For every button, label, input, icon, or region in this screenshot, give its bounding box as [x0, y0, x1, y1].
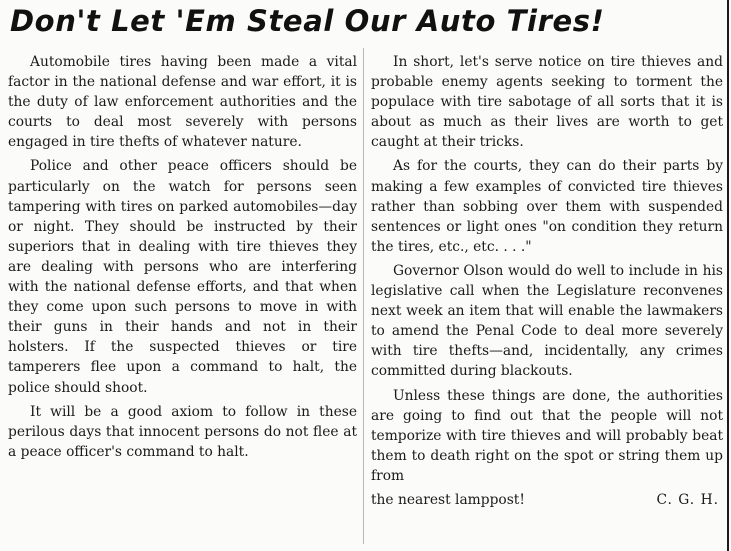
paragraph: Automobile tires having been made a vital factor in the national defense and war effort, it is the duty of law enforcement authorities and the courts to deal most severely with persons engaged in tire thefts of whatever nature. — [8, 54, 357, 151]
headline: Don't Let 'Em Steal Our Auto Tires! — [10, 4, 605, 38]
paragraph: Unless these things are done, the authorities are going to find out that the people will not temporize with tire thieves and will probably beat them to death right on the spot or string them up from — [371, 387, 723, 484]
closing-text: the nearest lamppost! — [371, 491, 525, 508]
right-column — [371, 52, 723, 510]
paragraph: In short, let's serve notice on tire thieves and probable enemy agents seeking to torment the populace with tire sabotage of all sorts that it is about as much as their lives are worth to get caught at their tricks. — [371, 54, 723, 151]
page-edge-rule — [727, 0, 729, 551]
author-signature: C. G. H. — [656, 491, 719, 508]
closing-line — [371, 490, 723, 510]
left-column — [8, 52, 357, 466]
column-divider — [363, 48, 364, 544]
paragraph: Governor Olson would do well to include in his legislative call when the Legislature reconvenes next week an item that will enable the lawmakers to amend the Penal Code to deal more severely with tire thefts—and, incidentally, any crimes committed during blackouts. — [371, 262, 723, 380]
paragraph: Police and other peace officers should be particularly on the watch for persons seen tampering with tires on parked automobiles—day or night. They should be instructed by their superiors that in dealing with tire thieves they are dealing with persons who are interfering with the national defense efforts, and that when they come upon such persons to move in with their guns in their hands and not in their holsters. If the suspected thieves or tire tamperers flee upon a command to halt, the police should shoot. — [8, 158, 357, 396]
paragraph: It will be a good axiom to follow in these perilous days that innocent persons do not flee at a peace officer's command to halt. — [8, 403, 357, 460]
paragraph: As for the courts, they can do their parts by making a few examples of convicted tire thieves rather than sobbing over them with suspended sentences or light ones "on condition they return the tires, etc., etc. . . ." — [371, 158, 723, 255]
